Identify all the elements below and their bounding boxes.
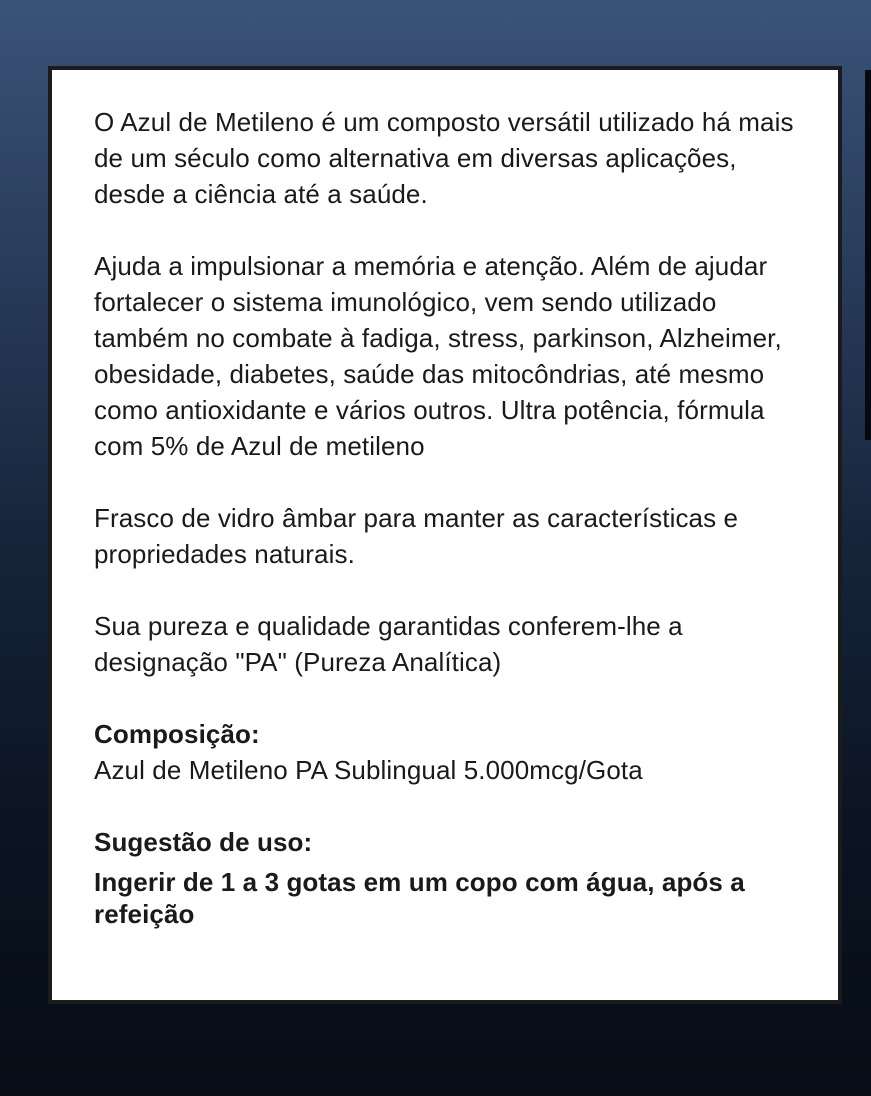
- background-strip: [865, 70, 871, 440]
- description-content: [94, 104, 814, 930]
- paragraph-purity: Sua pureza e qualidade garantidas conferem-lhe a designação "PA" (Pureza Analítica): [94, 611, 683, 677]
- product-description-card: [48, 66, 842, 1004]
- paragraph-benefits: Ajuda a impulsionar a memória e atenção. Além de ajudar fortalecer o sistema imunológico, vem sendo utilizado também no combate à fadiga, stress, parkinson, Alzheimer, obesidade, diabetes, saúde das mitocôndrias, até mesmo como antioxidante e vários outros. Ultra potência, fórmula com 5% de Azul de metileno: [94, 251, 782, 461]
- paragraph-intro: O Azul de Metileno é um composto versátil utilizado há mais de um século como alternativa em diversas aplicações, desde a ciência até a saúde.: [94, 107, 794, 209]
- paragraph-bottle: Frasco de vidro âmbar para manter as características e propriedades naturais.: [94, 503, 739, 569]
- usage-text: Ingerir de 1 a 3 gotas em um copo com água, após a refeição: [94, 867, 745, 929]
- usage-heading: Sugestão de uso:: [94, 827, 313, 857]
- composition-heading: Composição:: [94, 719, 260, 749]
- composition-text: Azul de Metileno PA Sublingual 5.000mcg/Gota: [94, 755, 643, 785]
